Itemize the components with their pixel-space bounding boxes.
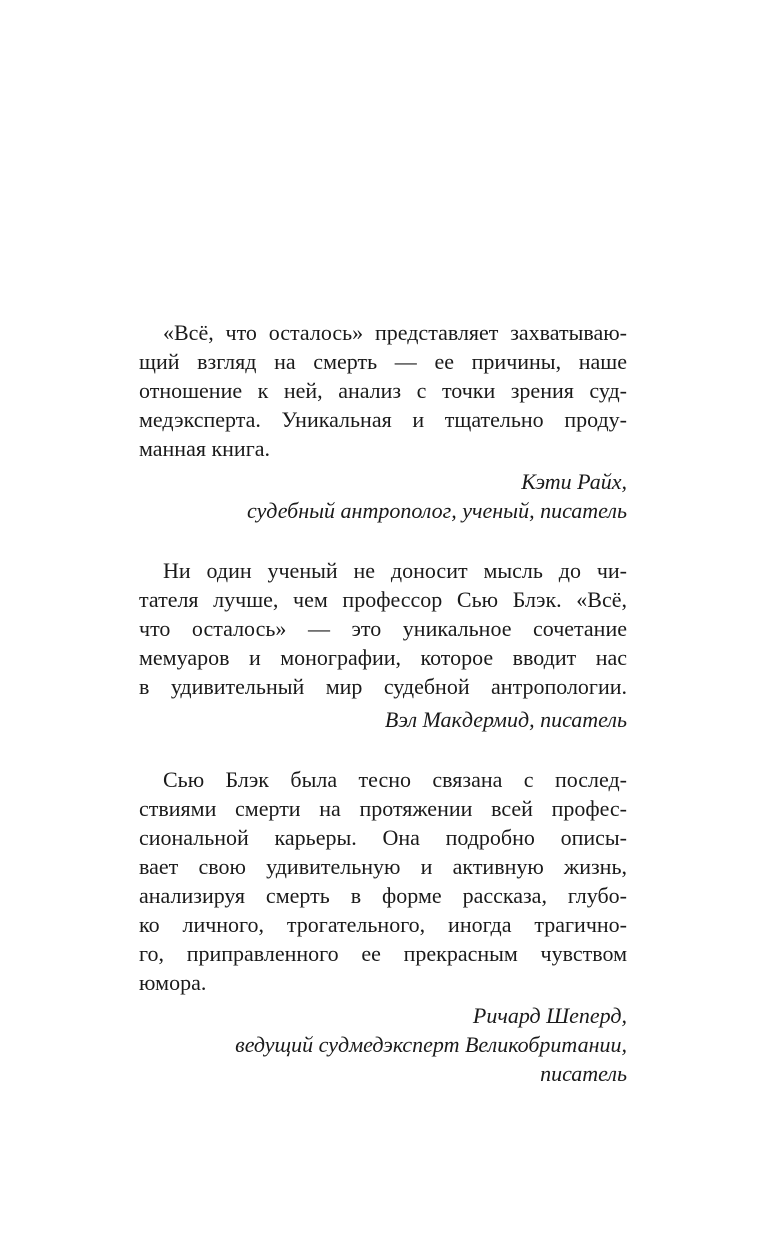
quote-block-3	[139, 765, 627, 1088]
quote-line: Сью Блэк была тесно связана с послед-	[163, 767, 627, 792]
quote-block-2	[139, 556, 627, 734]
author-credentials: ведущий судмедэксперт Великобритании,	[235, 1032, 627, 1057]
quote-line: Ни один ученый не доносит мысль до чи-	[163, 558, 627, 583]
author-name: Кэти Райх,	[521, 469, 627, 494]
attribution	[139, 705, 627, 734]
quote-line: манная книга.	[139, 436, 270, 461]
quote-line: ко личного, трогательного, иногда трагично-	[139, 912, 627, 937]
attribution	[139, 1001, 627, 1088]
quote-line: юмора.	[139, 970, 207, 995]
quote-line: сиональной карьеры. Она подробно описы-	[139, 825, 627, 850]
quote-line: отношение к ней, анализ с точки зрения суд-	[139, 378, 627, 403]
quote-line: в удивительный мир судебной антропологии.	[139, 674, 627, 699]
quote-line: щий взгляд на смерть — ее причины, наше	[139, 349, 627, 374]
quote-line: тателя лучше, чем профессор Сью Блэк. «Всё,	[139, 587, 627, 612]
quote-line: вает свою удивительную и активную жизнь,	[139, 854, 627, 879]
quote-line: ствиями смерти на протяжении всей профес-	[139, 796, 627, 821]
quote-line: «Всё, что осталось» представляет захватываю-	[163, 320, 627, 345]
attribution	[139, 467, 627, 525]
quote-line: го, приправленного ее прекрасным чувством	[139, 941, 627, 966]
author-name: Ричард Шеперд,	[472, 1003, 627, 1028]
quote-text	[139, 556, 627, 701]
quote-line: что осталось» — это уникальное сочетание	[139, 616, 627, 641]
blurb-page	[139, 318, 627, 1088]
quote-line: мемуаров и монографии, которое вводит нас	[139, 645, 627, 670]
quote-text	[139, 765, 627, 997]
quote-line: медэксперта. Уникальная и тщательно проду-	[139, 407, 627, 432]
author-credentials: судебный антрополог, ученый, писатель	[246, 498, 627, 523]
author-name: Вэл Макдермид, писатель	[384, 707, 627, 732]
quote-line: анализируя смерть в форме рассказа, глубо-	[139, 883, 627, 908]
quote-block-1	[139, 318, 627, 525]
author-credentials: писатель	[540, 1061, 627, 1086]
quote-text	[139, 318, 627, 463]
